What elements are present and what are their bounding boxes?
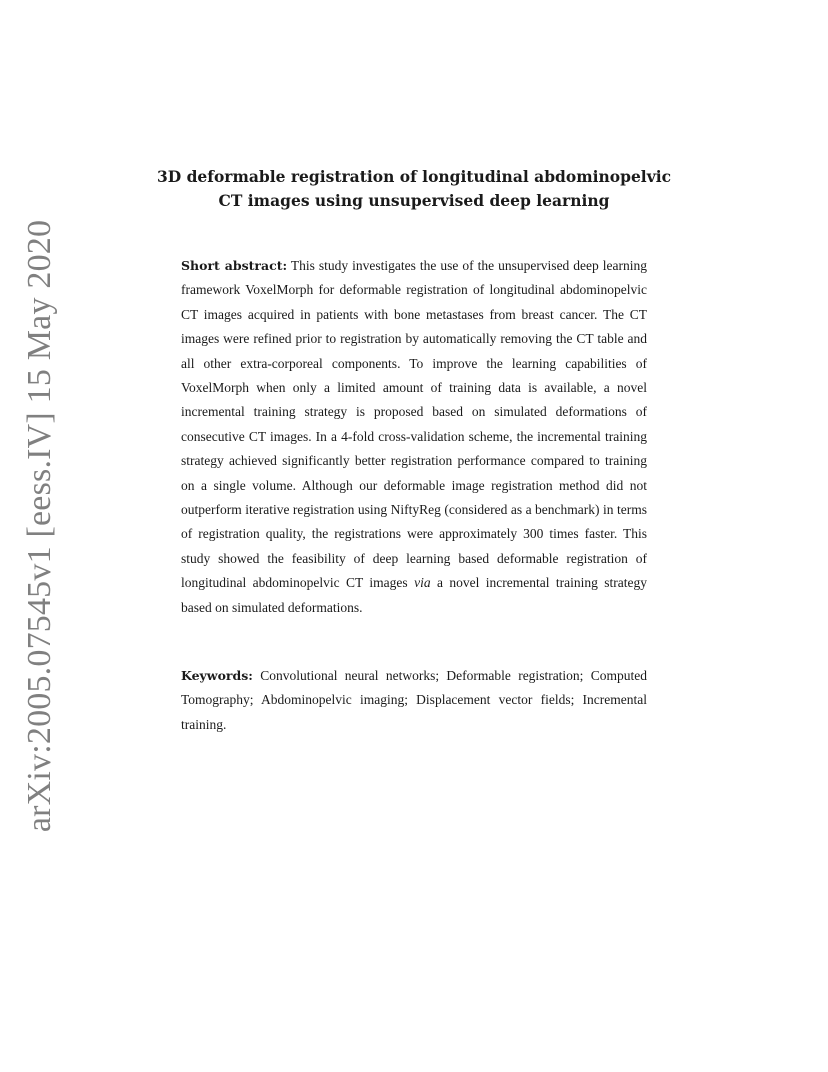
abstract-text-end: a novel incremental training strategy based on simulated deformations. xyxy=(181,575,647,615)
arxiv-identifier-text: arXiv:2005.07545v1 [eess.IV] 15 May 2020 xyxy=(21,219,59,833)
abstract-text-main: This study investigates the use of the unsupervised deep learning framework VoxelMorph for deformable registration of longitudinal abdominopelvic CT images acquired in patients with bone metastases from breast cancer. The CT images were refined prior to registration by automatically removing the CT table and all other extra-corporeal components. To improve the learning capabilities of VoxelMorph when only a limited amount of training data is available, a novel incremental training strategy is proposed based on simulated deformations of consecutive CT images. In a 4-fold cross-validation scheme, the incremental training strategy achieved significantly better registration performance compared to training on a single volume. Although our deformable image registration method did not outperform iterative registration using NiftyReg (considered as a benchmark) in terms of registration quality, the registrations were approximately 300 times faster. This study showed the feasibility of deep learning based deformable registration of longitudinal abdominopelvic CT images xyxy=(181,258,648,591)
abstract-label: Short abstract: xyxy=(181,258,288,273)
paper-title-line-2: CT images using unsupervised deep learning xyxy=(218,191,610,210)
arxiv-identifier-stamp xyxy=(16,219,64,833)
short-abstract xyxy=(181,254,647,620)
paper-title-line-1: 3D deformable registration of longitudinal abdominopelvic xyxy=(156,167,672,186)
keywords-text: Convolutional neural networks; Deformable registration; Computed Tomography; Abdominopelvic imaging; Displacement vector fields; Incremental training. xyxy=(181,668,648,732)
paper-title xyxy=(150,165,678,213)
keywords-section xyxy=(181,664,647,737)
abstract-italic-word: via xyxy=(414,575,431,591)
keywords-label: Keywords: xyxy=(181,668,253,683)
